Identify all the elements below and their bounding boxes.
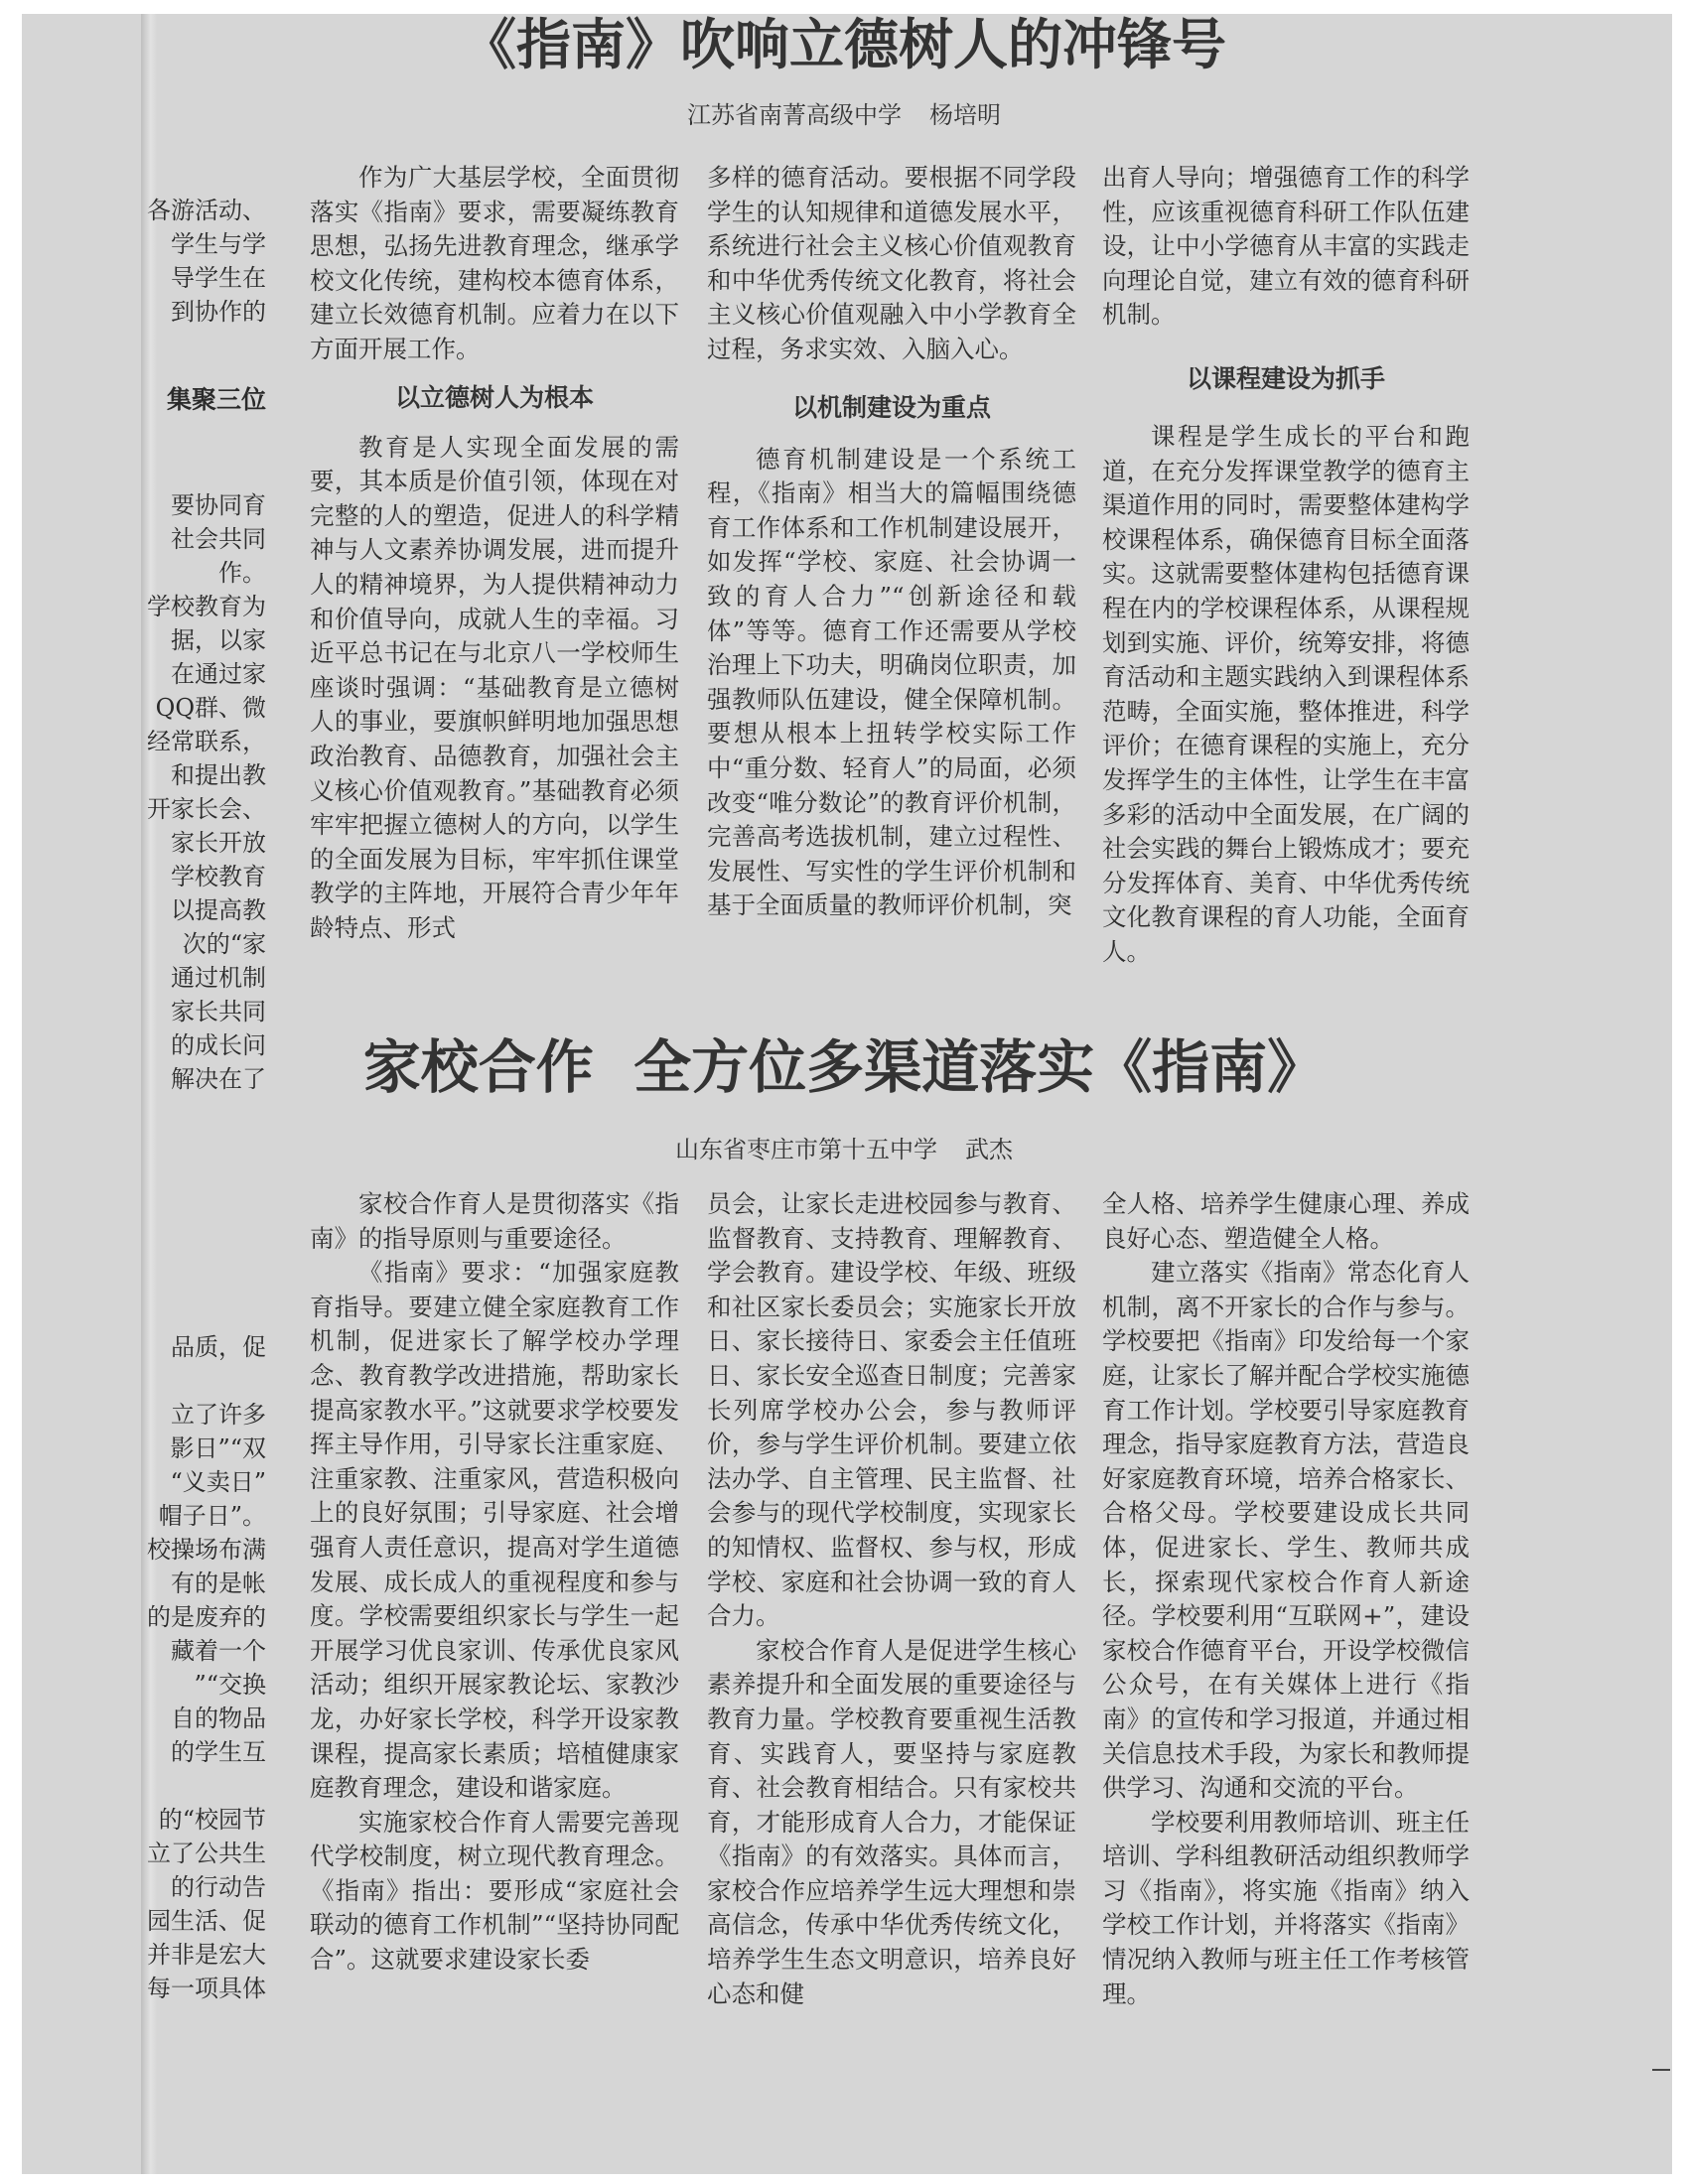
article2-col1-paragraph: 实施家校合作育人需要完善现代学校制度，树立现代教育理念。《指南》指出：要形成“家庭社会联动的德育工作机制”“坚持协同配合”。这就要求建设家长委 xyxy=(310,1807,679,1975)
article1-byline-school: 江苏省南菁高级中学 xyxy=(687,101,902,129)
left-fragment-heading-text: 集聚三位 xyxy=(166,385,266,414)
left-fragment-line: 到协作的 xyxy=(171,298,266,326)
left-fragment-line: 自的物品 xyxy=(171,1705,266,1732)
article1-col3-paragraph: 课程是学生成长的平台和跑道，在充分发挥课堂教学的德育主渠道作用的同时，需要整体建构学校课程体系，确保德育目标全面落实。这就需要整体建构包括德育课程在内的学校课程体系，从课程规划到实施、评价，统筹安排，将德育活动和主题实践纳入到课程体系范畴，全面实施，整体推进，科学评价；在德育课程的实施上，充分发挥学生的主体性，让学生在丰富多彩的活动中全面发展，在广阔的社会实践的舞台上锻炼成才；要充分发挥体育、美育、中华优秀传统文化教育课程的育人功能，全面育人。 xyxy=(1102,421,1470,966)
article2-title: 家校合作 全方位多渠道落实《指南》 xyxy=(362,1033,1326,1101)
left-fragment-line: 立了公共生 xyxy=(147,1840,266,1867)
edge-rule xyxy=(1652,2069,1670,2071)
article1-column-2 xyxy=(707,161,1076,923)
article1-col2-subheading: 以机制建设为重点 xyxy=(791,392,991,422)
article1-col3-subheading: 以课程建设为抓手 xyxy=(1186,363,1385,393)
left-fragment-line: 的“校园节 xyxy=(158,1806,266,1834)
left-fragment-line: 园生活、促 xyxy=(147,1907,266,1935)
article2-col1-paragraph: 家校合作育人是贯彻落实《指南》的指导原则与重要途径。 xyxy=(310,1189,679,1253)
left-fragment-line: 学生与学 xyxy=(171,230,266,258)
left-fragment-line: 经常联系， xyxy=(147,728,266,755)
left-fragment-line: 在通过家 xyxy=(171,660,266,688)
article2-column-1 xyxy=(310,1187,679,1978)
article1-col3-paragraph: 出育人导向；增强德育工作的科学性，应该重视德育科研工作队伍建设，让中小学德育从丰富的实践走向理论自觉，建立有效的德育科研机制。 xyxy=(1102,163,1470,330)
left-fragment-heading xyxy=(121,383,266,417)
left-fragment-line: 帽子日”。 xyxy=(158,1502,266,1530)
left-fragment-line: 要协同育 xyxy=(171,491,266,519)
article2-col3-paragraph: 学校要利用教师培训、班主任培训、学科组教研活动组织教师学习《指南》，将实施《指南》纳入学校工作计划，并将落实《指南》情况纳入教师与班主任工作考核管理。 xyxy=(1102,1807,1470,2008)
article2-byline-author: 武杰 xyxy=(965,1136,1013,1163)
left-fragment-line: 的是废弃的 xyxy=(147,1603,266,1631)
left-fragment-line xyxy=(121,1364,266,1398)
left-fragment-line: QQ群、微 xyxy=(155,694,266,722)
article2-col2-paragraph: 员会，让家长走进校园参与教育、监督教育、支持教育、理解教育、学会教育。建设学校、年级、班级和社区家长委员会；实施家长开放日、家长接待日、家委会主任值班日、家长安全巡查日制度；完善家长列席学校办公会，参与教师评价，参与学生评价机制。要建立依法办学、自主管理、民主监督、社会参与的现代学校制度，实现家长的知情权、监督权、参与权，形成学校、家庭和社会协调一致的育人合力。 xyxy=(707,1189,1076,1631)
left-fragment-line: 通过机制 xyxy=(171,964,266,992)
left-fragment-line: 藏着一个 xyxy=(171,1637,266,1665)
left-fragment-line: 每一项具体 xyxy=(147,1975,266,2002)
left-fragment-line: 家长共同 xyxy=(171,998,266,1025)
left-fragment-line: 影日”“双 xyxy=(170,1434,266,1462)
article1-col1-paragraph: 教育是人实现全面发展的需要，其本质是价值引领，体现在对完整的人的塑造，促进人的科学精神与人文素养协调发展，进而提升人的精神境界，为人提供精神动力和价值导向，成就人生的幸福。习近平总书记在与北京八一学校师生座谈时强调：“基础教育是立德树人的事业，要旗帜鲜明地加强思想政治教育、品德教育，加强社会主义核心价值观教育。”基础教育必须牢牢把握立德树人的方向，以学生的全面发展为目标，牢牢抓住课堂教学的主阵地，开展符合青少年年龄特点、形式 xyxy=(310,432,679,942)
article2-col2-paragraph: 家校合作育人是促进学生核心素养提升和全面发展的重要途径与教育力量。学校教育要重视生活教育、实践育人，要坚持与家庭教育、社会教育相结合。只有家校共育，才能形成育人合力，才能保证《指南》的有效落实。具体而言，家校合作应培养学生远大理想和崇高信念，传承中华优秀传统文化，培养学生生态文明意识，培养良好心态和健 xyxy=(707,1635,1076,2008)
left-fragment-line: 次的“家 xyxy=(182,930,266,958)
left-fragment-line: “义卖日” xyxy=(170,1468,266,1496)
article2-col3-paragraph: 建立落实《指南》常态化育人机制，离不开家长的合作与参与。学校要把《指南》印发给每一个家庭，让家长了解并配合学校实施德育工作计划。学校要引导家庭教育理念，指导家庭教育方法，营造良好家庭教育环境，培养合格家长、合格父母。学校要建设成长共同体，促进家长、学生、教师共成长，探索现代家校合作育人新途径。学校要利用“互联网+”，建设家校合作德育平台，开设学校微信公众号，在有关媒体上进行《指南》的宣传和学习报道，并通过相关信息技术手段，为家长和教师提供学习、沟通和交流的平台。 xyxy=(1102,1258,1470,1803)
article2-column-2 xyxy=(707,1187,1076,2011)
left-fragment-line: 解决在了 xyxy=(171,1065,266,1093)
left-fragment-line: 有的是帐 xyxy=(171,1570,266,1597)
article1-col2-paragraph: 德育机制建设是一个系统工程，《指南》相当大的篇幅围绕德育工作体系和工作机制建设展开，如发挥“学校、家庭、社会协调一致的育人合力”“创新途径和载体”等等。德育工作还需要从学校治理上下功夫，明确岗位职责，加强教师队伍建设，健全保障机制。要想从根本上扭转学校实际工作中“重分数、轻育人”的局面，必须改变“唯分数论”的教育评价机制，完善高考选拔机制，建立过程性、发展性、写实性的学生评价机制和基于全面质量的教师评价机制，突 xyxy=(707,444,1076,920)
article2-byline xyxy=(0,1130,1688,1164)
left-fragment-line: 的行动告 xyxy=(171,1873,266,1901)
left-fragment-line: 品质，促 xyxy=(171,1333,266,1361)
article1-col1-subheading: 以立德树人为根本 xyxy=(394,382,594,412)
left-fragment-line: 作。 xyxy=(218,559,266,587)
article1-col2-paragraph: 多样的德育活动。要根据不同学段学生的认知规律和道德发展水平，系统进行社会主义核心价值观教育和中华优秀传统文化教育，将社会主义核心价值观融入中小学教育全过程，务求实效、入脑入心。 xyxy=(707,163,1076,363)
left-fragment-line: 据，以家 xyxy=(171,626,266,654)
left-fragment-line: 开家长会、 xyxy=(147,795,266,823)
left-fragment-line: 并非是宏大 xyxy=(147,1941,266,1969)
left-fragment-line: 学校教育为 xyxy=(147,593,266,620)
left-fragment-line: 学校教育 xyxy=(171,863,266,890)
article1-byline-author: 杨培明 xyxy=(929,101,1001,129)
left-fragment-line xyxy=(121,1769,266,1803)
left-fragment-line: 家长开放 xyxy=(171,829,266,857)
left-fragment-line: 社会共同 xyxy=(171,525,266,553)
left-fragment-line: ”“交换 xyxy=(194,1671,266,1699)
left-fragment-line: 校操场布满 xyxy=(147,1536,266,1564)
left-fragment-line: 以提高教 xyxy=(171,896,266,924)
article2-byline-school: 山东省枣庄市第十五中学 xyxy=(675,1136,937,1163)
article2-column-3 xyxy=(1102,1187,1470,2011)
article1-col1-paragraph: 作为广大基层学校，全面贯彻落实《指南》要求，需要凝练教育思想，弘扬先进教育理念，继承学校文化传统，建构校本德育体系，建立长效德育机制。应着力在以下方面开展工作。 xyxy=(310,163,679,363)
article2-col3-paragraph: 全人格、培养学生健康心理、养成良好心态、塑造健全人格。 xyxy=(1102,1189,1470,1253)
left-fragment-block-c xyxy=(121,1330,266,2005)
article1-column-3 xyxy=(1102,161,1470,969)
left-fragment-line: 的学生互 xyxy=(171,1738,266,1766)
article1-byline xyxy=(0,95,1688,130)
article2-col1-paragraph: 《指南》要求：“加强家庭教育指导。要建立健全家庭教育工作机制，促进家长了解学校办学理念、教育教学改进措施，帮助家长提高家教水平。”这就要求学校要发挥主导作用，引导家长注重家庭、注重家教、注重家风，营造积极向上的良好氛围；引导家庭、社会增强育人责任意识，提高对学生道德发展、成长成人的重视程度和参与度。学校需要组织家长与学生一起开展学习优良家训、传承优良家风活动；组织开展家教论坛、家教沙龙，办好家长学校，科学开设家教课程，提高家长素质；培植健康家庭教育理念，建设和谐家庭。 xyxy=(310,1258,679,1803)
article1-title: 《指南》吹响立德树人的冲锋号 xyxy=(461,13,1226,76)
left-fragment-line: 各游活动、 xyxy=(147,197,266,224)
left-fragment-line: 和提出教 xyxy=(171,761,266,789)
left-fragment-block-a xyxy=(121,194,266,329)
left-fragment-line: 的成长问 xyxy=(171,1031,266,1059)
left-fragment-block-b xyxy=(121,488,266,1096)
article1-column-1 xyxy=(310,161,679,945)
left-fragment-line: 导学生在 xyxy=(171,264,266,292)
left-fragment-line: 立了许多 xyxy=(171,1401,266,1429)
